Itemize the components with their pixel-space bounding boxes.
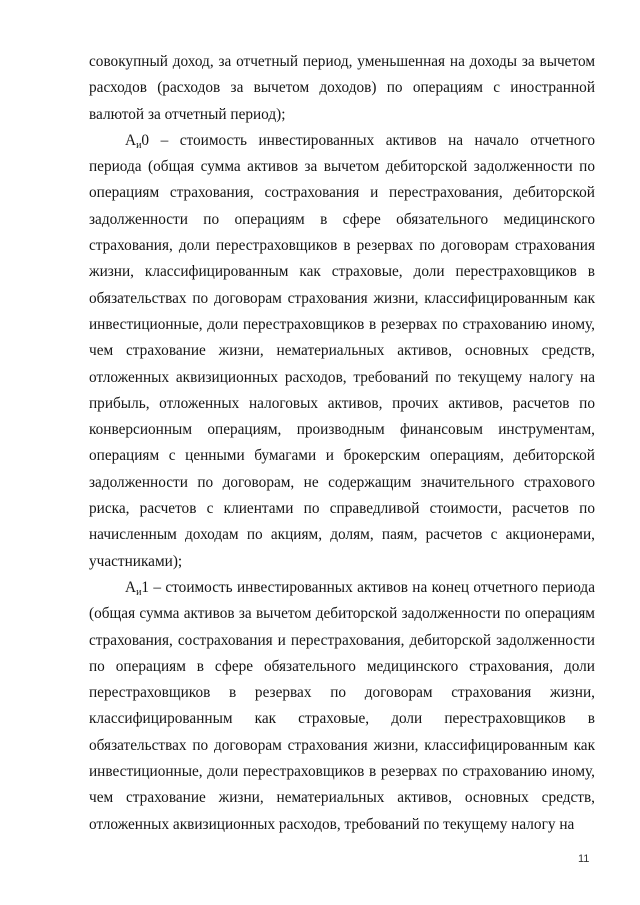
page-body [89,49,595,838]
variable-letter: А [125,131,137,149]
paragraph-an1-definition [89,575,595,838]
paragraph-text: совокупный доход, за отчетный период, уменьшенная на доходы за вычетом расходов (расходов за вычетом доходов) по операциям с иностранной валютой за отчетный период); [89,53,595,123]
paragraph-text: – стоимость инвестированных активов на начало отчетного периода (общая сумма активов за вычетом дебиторской задолженности по операциям страхования, сострахования и перестрахования, дебиторской задолженности по операциям в сфере обязательного медицинского страхования, доли перестраховщиков в резервах по договорам страхования жизни, классифицированным как страховые, доли перестраховщиков в обязательствах по договорам страхования жизни, классифицированным как инвестиционные, доли перестраховщиков в резервах по страхованию иному, чем страхование жизни, нематериальных активов, основных средств, отложенных аквизиционных расходов, требований по текущему налогу на прибыль, отложенных налоговых активов, прочих активов, расчетов по конверсионным операциям, производным финансовым инструментам, операциям с ценными бумагами и брокерским операциям, дебиторской задолженности по договорам, не содержащим значительного страхового риска, расчетов с клиентами по справедливой стоимости, расчетов по начисленным доходам по акциям, долям, паям, расчетов с акционерами, участниками); [89,131,595,570]
page-number: 11 [578,853,590,865]
paragraph-an0-definition [89,128,595,575]
variable-index: 1 [141,578,150,596]
variable-an1 [125,579,149,596]
variable-letter: А [125,578,137,596]
variable-subscript: и [136,586,142,598]
variable-index: 0 [141,131,150,149]
paragraph-text: – стоимость инвестированных активов на конец отчетного периода (общая сумма активов за вычетом дебиторской задолженности по операциям страхования, сострахования и перестрахования, дебиторской задолженности по операциям в сфере обязательного медицинского страхования, доли перестраховщиков в резервах по договорам страхования жизни, классифицированным как страховые, доли перестраховщиков в обязательствах по договорам страхования жизни, классифицированным как инвестиционные, доли перестраховщиков в резервах по страхованию иному, чем страхование жизни, нематериальных активов, основных средств, отложенных аквизиционных расходов, требований по текущему налогу на [89,578,595,833]
variable-an0 [125,132,149,149]
paragraph-continuation [89,49,595,128]
variable-subscript: и [136,139,142,151]
